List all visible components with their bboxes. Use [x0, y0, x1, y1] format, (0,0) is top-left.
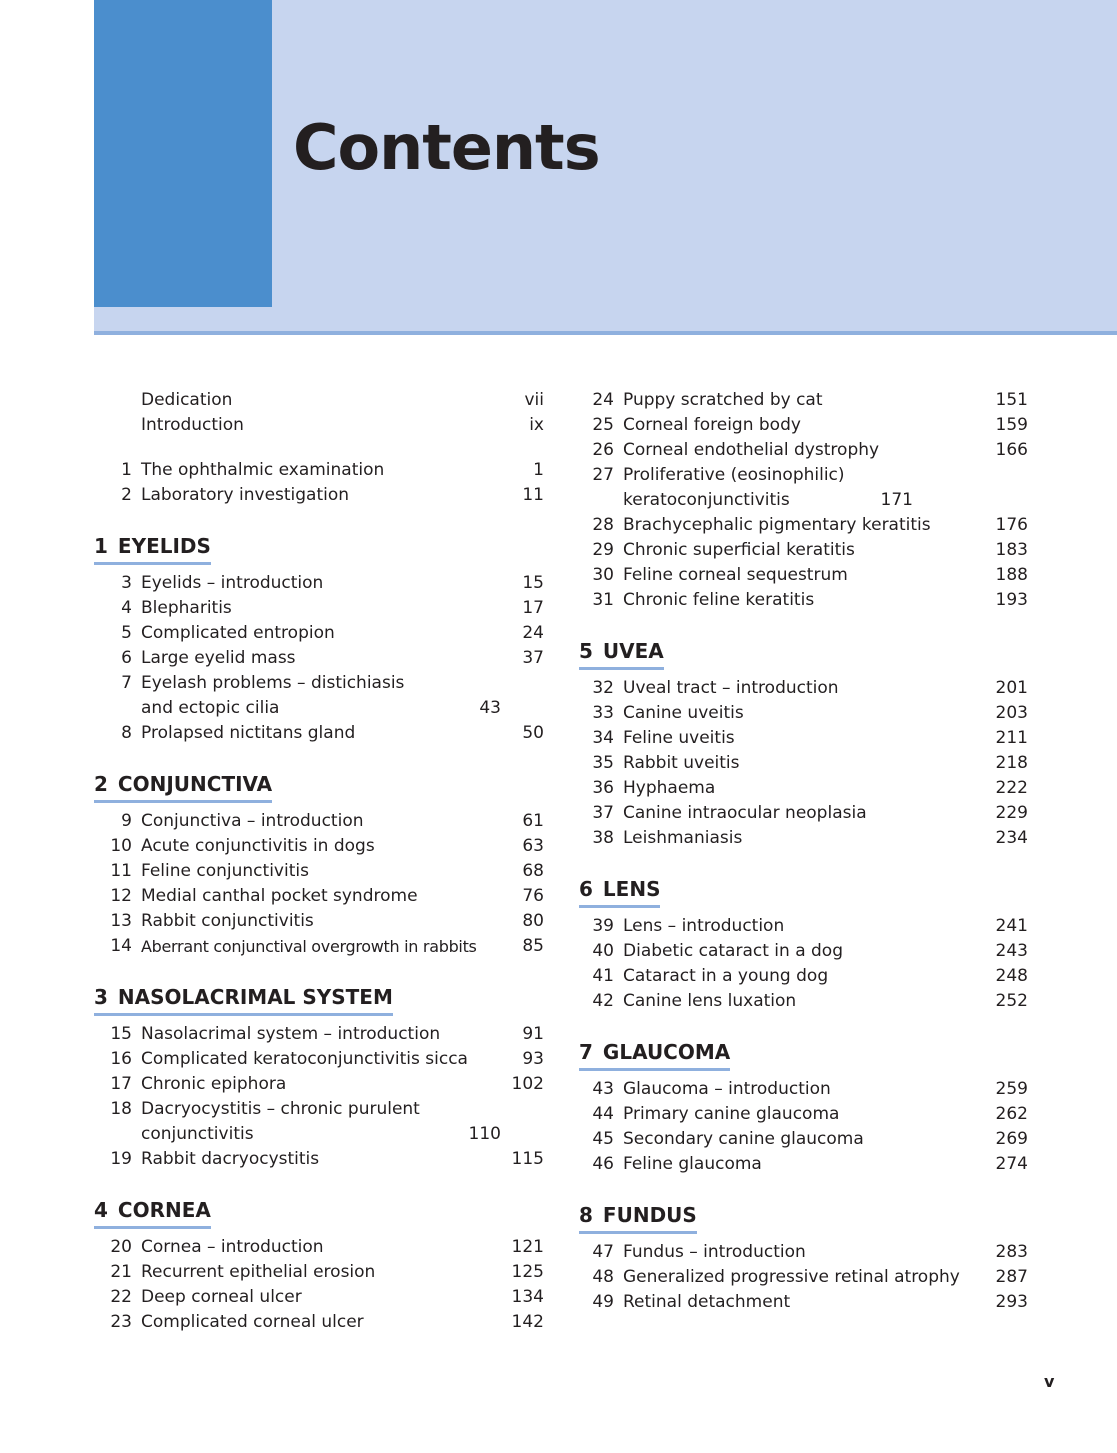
entry-page: 1	[533, 460, 544, 480]
entry-number: 46	[592, 1154, 614, 1174]
section-title: UVEA	[602, 639, 664, 663]
entry-page: 24	[522, 623, 544, 643]
toc-entry[interactable]	[94, 1147, 544, 1172]
section-conjunctiva	[94, 769, 544, 803]
entry-page: 17	[522, 598, 544, 618]
entry-number: 20	[110, 1237, 132, 1257]
entry-page: 110	[468, 1124, 501, 1144]
entry-title: Eyelids – introduction	[141, 573, 324, 593]
toc-entry[interactable]	[579, 676, 1028, 701]
entry-page: 15	[522, 573, 544, 593]
entry-title: Acute conjunctivitis in dogs	[141, 836, 375, 856]
section-fundus	[579, 1200, 1028, 1234]
entry-page: 203	[995, 703, 1028, 723]
header-rule	[94, 331, 1117, 335]
toc-entry[interactable]	[94, 1097, 544, 1147]
section-entry-list	[579, 1240, 1028, 1315]
entry-title: Chronic feline keratitis	[623, 590, 815, 610]
cornea-continued-list	[579, 388, 1028, 613]
entry-title: Feline corneal sequestrum	[623, 565, 848, 585]
entry-page: 218	[995, 753, 1028, 773]
toc-entry[interactable]	[579, 438, 1028, 463]
section-title: EYELIDS	[117, 534, 211, 558]
page-title: Contents	[293, 111, 600, 184]
entry-number: 15	[110, 1024, 132, 1044]
entry-title: Canine uveitis	[623, 703, 744, 723]
entry-title: Retinal detachment	[623, 1292, 791, 1312]
entry-title: Complicated corneal ulcer	[141, 1312, 364, 1332]
toc-entry[interactable]	[94, 1022, 544, 1047]
entry-page: 166	[995, 440, 1028, 460]
entry-title: Conjunctiva – introduction	[141, 811, 364, 831]
toc-entry[interactable]	[579, 964, 1028, 989]
toc-entry[interactable]	[94, 1260, 544, 1285]
toc-entry[interactable]	[579, 801, 1028, 826]
entry-number: 11	[110, 861, 132, 881]
toc-entry[interactable]	[579, 776, 1028, 801]
entry-title: Dacryocystitis – chronic purulent conjunctivitis	[141, 1099, 420, 1144]
toc-entry[interactable]	[579, 1127, 1028, 1152]
entry-number: 42	[592, 991, 614, 1011]
entry-number: 48	[592, 1267, 614, 1287]
entry-page: 50	[522, 723, 544, 743]
section-number: 5	[579, 639, 593, 663]
entry-title: Recurrent epithelial erosion	[141, 1262, 376, 1282]
entry-title: Glaucoma – introduction	[623, 1079, 831, 1099]
entry-page: 274	[995, 1154, 1028, 1174]
section-entry-list	[579, 914, 1028, 1014]
page-folio: v	[1044, 1372, 1055, 1391]
section-entry-list	[94, 1235, 544, 1335]
toc-entry[interactable]	[94, 1285, 544, 1310]
section-number: 8	[579, 1203, 593, 1227]
entry-title: Lens – introduction	[623, 916, 785, 936]
section-entry-list	[94, 1022, 544, 1172]
entry-page: 37	[522, 648, 544, 668]
section-heading[interactable]	[579, 1200, 697, 1234]
section-heading[interactable]	[94, 531, 211, 565]
entry-title: Laboratory investigation	[141, 485, 350, 505]
toc-entry[interactable]	[579, 1077, 1028, 1102]
toc-entry[interactable]	[579, 413, 1028, 438]
entry-page: 201	[995, 678, 1028, 698]
entry-number: 33	[592, 703, 614, 723]
entry-title: Uveal tract – introduction	[623, 678, 839, 698]
entry-title: Rabbit conjunctivitis	[141, 911, 314, 931]
entry-number: 12	[110, 886, 132, 906]
entry-number: 34	[592, 728, 614, 748]
entry-number: 6	[121, 648, 132, 668]
toc-entry[interactable]	[94, 859, 544, 884]
entry-title: Large eyelid mass	[141, 648, 296, 668]
entry-page: 234	[995, 828, 1028, 848]
entry-number: 2	[121, 485, 132, 505]
entry-number: 25	[592, 415, 614, 435]
entry-number: 28	[592, 515, 614, 535]
toc-entry[interactable]	[94, 646, 544, 671]
section-eyelids	[94, 531, 544, 565]
entry-page: 115	[511, 1149, 544, 1169]
entry-title: Puppy scratched by cat	[623, 390, 823, 410]
entry-page: 171	[880, 490, 913, 510]
toc-entry[interactable]	[94, 1072, 544, 1097]
entry-title: Corneal endothelial dystrophy	[623, 440, 880, 460]
entry-page: 193	[995, 590, 1028, 610]
entry-number: 49	[592, 1292, 614, 1312]
entry-title: Blepharitis	[141, 598, 232, 618]
section-lens	[579, 874, 1028, 908]
entry-page: 252	[995, 991, 1028, 1011]
entry-page: 211	[995, 728, 1028, 748]
entry-number: 30	[592, 565, 614, 585]
entry-title: Eyelash problems – distichiasis and ectopic cilia	[141, 673, 405, 718]
entry-title: Dedication	[141, 390, 233, 410]
entry-number: 17	[110, 1074, 132, 1094]
toc-entry[interactable]	[579, 826, 1028, 851]
entry-page: 142	[511, 1312, 544, 1332]
section-number: 7	[579, 1040, 593, 1064]
toc-entry[interactable]	[94, 909, 544, 934]
entry-number: 36	[592, 778, 614, 798]
section-heading[interactable]	[579, 1037, 730, 1071]
entry-title: Feline uveitis	[623, 728, 735, 748]
section-title: CORNEA	[117, 1198, 211, 1222]
entry-number: 29	[592, 540, 614, 560]
entry-number: 31	[592, 590, 614, 610]
entry-page: 76	[522, 886, 544, 906]
entry-number: 37	[592, 803, 614, 823]
entry-title: Chronic superficial keratitis	[623, 540, 855, 560]
section-entry-list	[579, 676, 1028, 851]
toc-entry[interactable]	[94, 884, 544, 909]
section-uvea	[579, 636, 1028, 670]
entry-number: 23	[110, 1312, 132, 1332]
entry-title: Fundus – introduction	[623, 1242, 806, 1262]
entry-page: 188	[995, 565, 1028, 585]
toc-right-column	[579, 388, 1028, 1315]
intro-chapter-list	[94, 458, 544, 508]
entry-page: 243	[995, 941, 1028, 961]
entry-number: 16	[110, 1049, 132, 1069]
entry-title: Canine lens luxation	[623, 991, 797, 1011]
entry-title: The ophthalmic examination	[141, 460, 385, 480]
entry-page: 262	[995, 1104, 1028, 1124]
entry-page: 61	[522, 811, 544, 831]
entry-page: 293	[995, 1292, 1028, 1312]
entry-page: 102	[511, 1074, 544, 1094]
entry-title: Deep corneal ulcer	[141, 1287, 302, 1307]
toc-entry[interactable]	[579, 1265, 1028, 1290]
entry-number: 44	[592, 1104, 614, 1124]
entry-title: Canine intraocular neoplasia	[623, 803, 867, 823]
entry-title: Primary canine glaucoma	[623, 1104, 840, 1124]
section-nasolacrimal	[94, 982, 544, 1016]
entry-number: 47	[592, 1242, 614, 1262]
entry-title: Nasolacrimal system – introduction	[141, 1024, 441, 1044]
entry-number: 1	[121, 460, 132, 480]
entry-title: Rabbit dacryocystitis	[141, 1149, 320, 1169]
entry-title: Cornea – introduction	[141, 1237, 324, 1257]
entry-page: 283	[995, 1242, 1028, 1262]
toc-entry[interactable]	[94, 413, 544, 438]
entry-page: ix	[529, 415, 544, 435]
entry-page: 248	[995, 966, 1028, 986]
entry-number: 24	[592, 390, 614, 410]
entry-title: Medial canthal pocket syndrome	[141, 886, 418, 906]
front-matter-list	[94, 388, 544, 438]
entry-page: 80	[522, 911, 544, 931]
entry-title: Chronic epiphora	[141, 1074, 287, 1094]
section-heading[interactable]	[94, 1195, 211, 1229]
entry-page: 121	[511, 1237, 544, 1257]
entry-number: 8	[121, 723, 132, 743]
entry-number: 45	[592, 1129, 614, 1149]
entry-page: 91	[522, 1024, 544, 1044]
entry-number: 40	[592, 941, 614, 961]
section-number: 3	[94, 985, 108, 1009]
toc-entry[interactable]	[94, 834, 544, 859]
entry-number: 9	[121, 811, 132, 831]
entry-title: Aberrant conjunctival overgrowth in rabbits	[141, 937, 477, 956]
entry-title: Diabetic cataract in a dog	[623, 941, 843, 961]
entry-title: Rabbit uveitis	[623, 753, 740, 773]
toc-entry[interactable]	[94, 596, 544, 621]
section-entry-list	[579, 1077, 1028, 1177]
entry-number: 22	[110, 1287, 132, 1307]
entry-number: 26	[592, 440, 614, 460]
section-number: 2	[94, 772, 108, 796]
toc-entry[interactable]	[579, 914, 1028, 939]
entry-page: 259	[995, 1079, 1028, 1099]
entry-title: Corneal foreign body	[623, 415, 801, 435]
entry-number: 27	[592, 465, 614, 485]
entry-number: 19	[110, 1149, 132, 1169]
entry-number: 7	[121, 673, 132, 693]
entry-page: 43	[479, 698, 501, 718]
section-heading[interactable]	[94, 769, 272, 803]
entry-number: 43	[592, 1079, 614, 1099]
toc-entry[interactable]	[94, 809, 544, 834]
toc-entry[interactable]	[94, 721, 544, 746]
toc-entry[interactable]	[94, 571, 544, 596]
entry-number: 14	[110, 936, 132, 956]
entry-page: 11	[522, 485, 544, 505]
entry-number: 21	[110, 1262, 132, 1282]
section-number: 1	[94, 534, 108, 558]
entry-title: Complicated keratoconjunctivitis sicca	[141, 1049, 468, 1069]
toc-entry[interactable]	[94, 1235, 544, 1260]
section-title: FUNDUS	[602, 1203, 697, 1227]
entry-page: 176	[995, 515, 1028, 535]
entry-page: 287	[995, 1267, 1028, 1287]
toc-entry[interactable]	[94, 934, 544, 959]
toc-entry[interactable]	[579, 463, 1028, 513]
entry-page: 68	[522, 861, 544, 881]
entry-number: 13	[110, 911, 132, 931]
entry-title: Feline glaucoma	[623, 1154, 762, 1174]
entry-page: 151	[995, 390, 1028, 410]
toc-entry[interactable]	[579, 538, 1028, 563]
toc-entry[interactable]	[579, 726, 1028, 751]
entry-title: Secondary canine glaucoma	[623, 1129, 864, 1149]
section-entry-list	[94, 809, 544, 959]
toc-entry[interactable]	[579, 1290, 1028, 1315]
entry-number: 32	[592, 678, 614, 698]
entry-page: 222	[995, 778, 1028, 798]
section-heading[interactable]	[579, 636, 664, 670]
entry-page: 125	[511, 1262, 544, 1282]
entry-number: 18	[110, 1099, 132, 1119]
entry-title: Generalized progressive retinal atrophy	[623, 1267, 960, 1287]
toc-entry[interactable]	[94, 388, 544, 413]
entry-title: Proliferative (eosinophilic) keratoconjunctivitis	[623, 465, 845, 510]
spacer	[94, 438, 544, 458]
section-entry-list	[94, 571, 544, 746]
toc-entry[interactable]	[579, 751, 1028, 776]
entry-number: 4	[121, 598, 132, 618]
toc-entry[interactable]	[94, 1047, 544, 1072]
toc-entry[interactable]	[579, 563, 1028, 588]
toc-left-column	[94, 388, 544, 1335]
toc-entry[interactable]	[579, 701, 1028, 726]
entry-title: Leishmaniasis	[623, 828, 743, 848]
section-cornea	[94, 1195, 544, 1229]
entry-page: 241	[995, 916, 1028, 936]
entry-number: 39	[592, 916, 614, 936]
section-title: CONJUNCTIVA	[117, 772, 273, 796]
entry-title: Feline conjunctivitis	[141, 861, 309, 881]
entry-page: 183	[995, 540, 1028, 560]
entry-number: 5	[121, 623, 132, 643]
section-glaucoma	[579, 1037, 1028, 1071]
entry-title: Cataract in a young dog	[623, 966, 829, 986]
toc-entry[interactable]	[579, 1152, 1028, 1177]
entry-page: 85	[522, 936, 544, 956]
header-accent-block	[94, 0, 272, 307]
entry-page: 134	[511, 1287, 544, 1307]
section-number: 4	[94, 1198, 108, 1222]
entry-number: 35	[592, 753, 614, 773]
entry-page: vii	[524, 390, 544, 410]
section-heading[interactable]	[94, 982, 393, 1016]
entry-page: 269	[995, 1129, 1028, 1149]
section-heading[interactable]	[579, 874, 660, 908]
entry-title: Prolapsed nictitans gland	[141, 723, 356, 743]
toc-entry[interactable]	[94, 458, 544, 483]
toc-entry[interactable]	[579, 1240, 1028, 1265]
toc-entry[interactable]	[579, 939, 1028, 964]
entry-page: 63	[522, 836, 544, 856]
toc-entry[interactable]	[94, 671, 544, 721]
entry-page: 93	[522, 1049, 544, 1069]
section-title: GLAUCOMA	[602, 1040, 731, 1064]
entry-page: 159	[995, 415, 1028, 435]
toc-entry[interactable]	[579, 989, 1028, 1014]
entry-page: 229	[995, 803, 1028, 823]
entry-number: 41	[592, 966, 614, 986]
section-number: 6	[579, 877, 593, 901]
toc-entry[interactable]	[579, 1102, 1028, 1127]
entry-number: 38	[592, 828, 614, 848]
entry-title: Hyphaema	[623, 778, 716, 798]
section-title: LENS	[602, 877, 661, 901]
toc-entry[interactable]	[94, 483, 544, 508]
toc-entry[interactable]	[579, 388, 1028, 413]
entry-title: Brachycephalic pigmentary keratitis	[623, 515, 931, 535]
toc-entry[interactable]	[579, 513, 1028, 538]
entry-title: Introduction	[141, 415, 244, 435]
toc-entry[interactable]	[94, 1310, 544, 1335]
toc-entry[interactable]	[94, 621, 544, 646]
entry-title: Complicated entropion	[141, 623, 335, 643]
section-title: NASOLACRIMAL SYSTEM	[117, 985, 393, 1009]
entry-number: 3	[121, 573, 132, 593]
toc-entry[interactable]	[579, 588, 1028, 613]
entry-number: 10	[110, 836, 132, 856]
